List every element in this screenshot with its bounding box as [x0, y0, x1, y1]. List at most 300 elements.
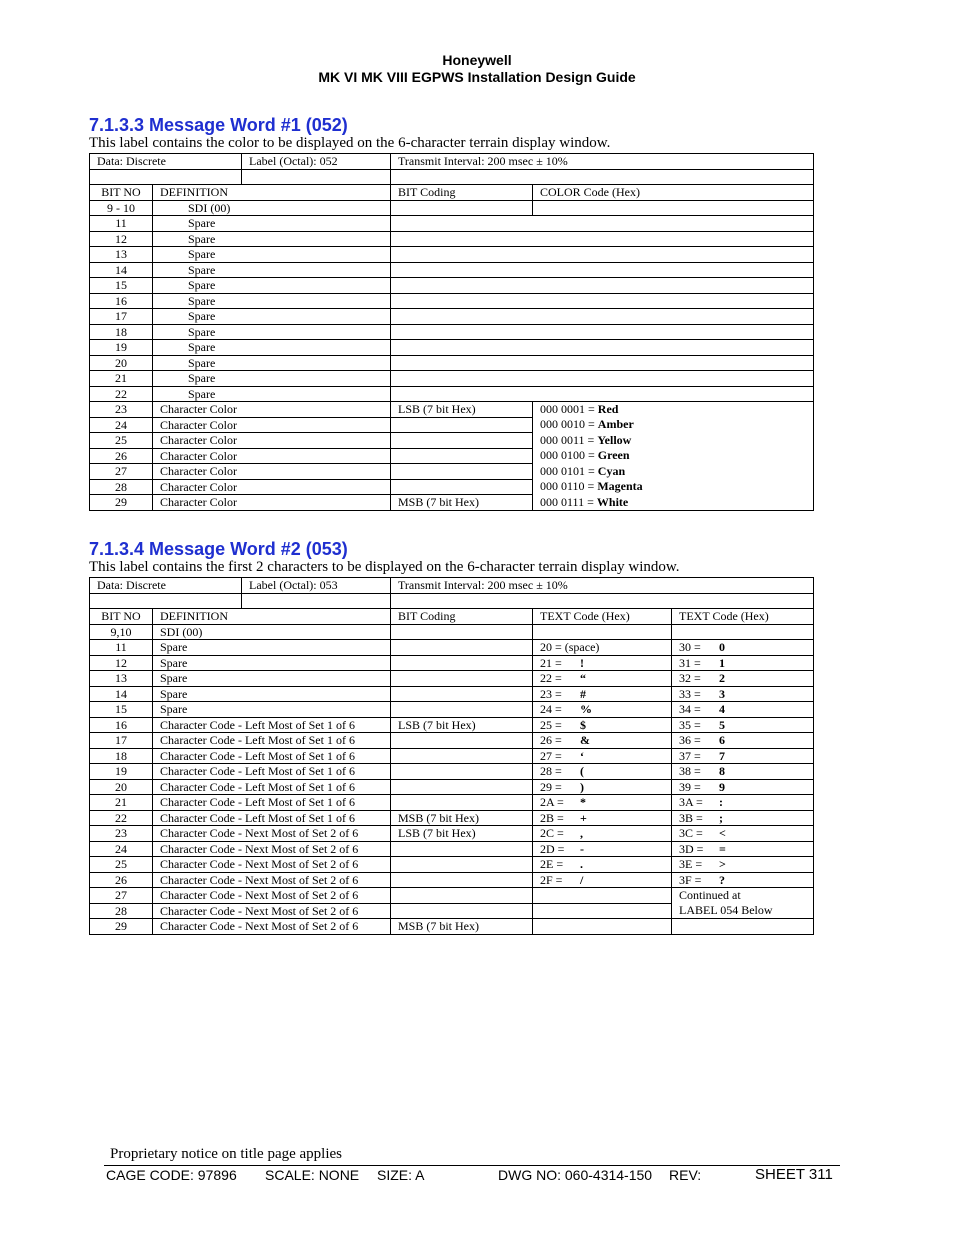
definition: Spare — [153, 262, 391, 278]
bit-coding — [391, 655, 533, 671]
table-row — [90, 748, 814, 764]
table-meta-row — [90, 154, 814, 170]
col-header-color-code: COLOR Code (Hex) — [533, 185, 814, 201]
text-code-2 — [672, 795, 814, 811]
text-code-char: ‘ — [580, 748, 584, 763]
definition: SDI (00) — [153, 200, 391, 216]
bit-number: 18 — [90, 748, 153, 764]
text-code-2 — [672, 841, 814, 857]
bit-number: 23 — [90, 402, 153, 418]
text-code-1 — [533, 655, 672, 671]
definition: Character Code - Left Most of Set 1 of 6 — [153, 795, 391, 811]
color-code — [533, 495, 814, 511]
bit-number: 13 — [90, 671, 153, 687]
color-code-hex: 000 0011 = — [540, 432, 598, 447]
text-code-hex: 3E = — [679, 857, 703, 871]
bit-coding: LSB (7 bit Hex) — [391, 402, 533, 418]
text-code-char: % — [580, 702, 592, 716]
text-code-1 — [533, 748, 672, 764]
text-code-hex: 34 = — [679, 702, 701, 716]
table-row — [90, 857, 814, 873]
scale: SCALE: NONE — [265, 1167, 360, 1183]
text-code-2 — [672, 764, 814, 780]
color-name: Cyan — [597, 463, 626, 478]
text-code-1 — [533, 671, 672, 687]
bit-coding — [391, 764, 533, 780]
text-code-hex: 20 = (space) — [540, 640, 600, 654]
sheet-number: SHEET 311 — [755, 1166, 833, 1183]
text-code-char: ! — [580, 655, 584, 670]
text-code-1 — [533, 903, 672, 919]
definition: Character Code - Left Most of Set 1 of 6 — [153, 748, 391, 764]
text-code-hex: 2E = — [540, 857, 564, 871]
text-code-1 — [533, 624, 672, 640]
definition: Spare — [153, 371, 391, 387]
company-name: Honeywell — [442, 52, 512, 68]
text-code-2 — [672, 810, 814, 826]
label-cell: Label (Octal): 053 — [242, 578, 391, 594]
text-code-char: 4 — [719, 702, 725, 716]
table-header-row — [90, 609, 814, 625]
text-code-hex: 21 = — [540, 655, 562, 670]
text-code-1 — [533, 888, 672, 904]
bit-number: 29 — [90, 919, 153, 935]
definition: Character Color — [153, 433, 391, 449]
text-code-1 — [533, 872, 672, 888]
table-row — [90, 919, 814, 935]
table-row — [90, 479, 814, 495]
bit-coding — [391, 702, 533, 718]
table-row — [90, 293, 814, 309]
revision: REV: — [669, 1167, 702, 1183]
text-code-char: = — [719, 841, 726, 856]
table-row — [90, 386, 814, 402]
text-code-2 — [672, 702, 814, 718]
bit-coding — [391, 640, 533, 656]
bit-number: 9,10 — [90, 624, 153, 640]
definition: Spare — [153, 340, 391, 356]
text-code-hex: 38 = — [679, 764, 701, 778]
text-code-char: + — [580, 810, 587, 825]
bit-coding — [391, 247, 814, 263]
bit-number: 17 — [90, 733, 153, 749]
bit-number: 23 — [90, 826, 153, 842]
definition: Character Code - Next Most of Set 2 of 6 — [153, 888, 391, 904]
text-code-char: & — [580, 733, 590, 747]
color-code-hex: 000 0010 = — [540, 417, 598, 431]
definition: Spare — [153, 702, 391, 718]
bit-number: 11 — [90, 216, 153, 232]
bit-number: 26 — [90, 872, 153, 888]
document-title: MK VI MK VIII EGPWS Installation Design Guide — [318, 69, 636, 85]
table-row — [90, 371, 814, 387]
definition: Spare — [153, 355, 391, 371]
color-code-hex: 000 0001 = — [540, 402, 598, 416]
text-code-char: 8 — [719, 764, 725, 778]
bit-coding — [391, 748, 533, 764]
bit-number: 14 — [90, 686, 153, 702]
text-code-char: 5 — [719, 717, 725, 732]
bit-number: 26 — [90, 448, 153, 464]
text-code-char: 3 — [719, 686, 725, 701]
bit-coding — [391, 309, 814, 325]
text-code-2 — [672, 872, 814, 888]
table-row — [90, 309, 814, 325]
text-code-hex: 22 = — [540, 671, 562, 685]
text-code-char: ? — [719, 872, 725, 887]
text-code-hex: 26 = — [540, 733, 562, 747]
table-row — [90, 671, 814, 687]
text-code-hex: 3A = — [679, 795, 703, 809]
definition: Character Color — [153, 417, 391, 433]
bit-coding: MSB (7 bit Hex) — [391, 495, 533, 511]
text-code-hex: 3C = — [679, 826, 703, 840]
definition: Spare — [153, 247, 391, 263]
bit-number: 29 — [90, 495, 153, 511]
table-row — [90, 888, 814, 904]
color-name: Amber — [597, 417, 634, 431]
text-code-char: “ — [580, 671, 586, 685]
bit-coding — [391, 686, 533, 702]
bit-coding: MSB (7 bit Hex) — [391, 810, 533, 826]
text-code-hex: 2D = — [540, 841, 565, 856]
data-type-cell: Data: Discrete — [90, 578, 242, 594]
text-code-hex: 2F = — [540, 872, 563, 887]
table-row — [90, 216, 814, 232]
bit-coding — [391, 355, 814, 371]
text-code-1 — [533, 779, 672, 795]
text-code-hex: 28 = — [540, 764, 562, 778]
table-row — [90, 795, 814, 811]
table-row — [90, 417, 814, 433]
definition: Character Code - Next Most of Set 2 of 6 — [153, 841, 391, 857]
color-code — [533, 402, 814, 418]
text-code-2 — [672, 748, 814, 764]
bit-number: 24 — [90, 417, 153, 433]
text-code-2 — [672, 717, 814, 733]
color-name: White — [596, 494, 629, 509]
text-code-2 — [672, 888, 814, 904]
text-code-char: . — [580, 857, 583, 871]
interval-cell: Transmit Interval: 200 msec ± 10% — [391, 154, 814, 170]
text-code-hex: 25 = — [540, 717, 562, 732]
bit-number: 11 — [90, 640, 153, 656]
color-code-hex: 000 0101 = — [540, 463, 598, 478]
bit-coding — [391, 433, 533, 449]
table-row — [90, 231, 814, 247]
color-code-hex: 000 0111 = — [540, 494, 597, 509]
bit-number: 18 — [90, 324, 153, 340]
table-row — [90, 826, 814, 842]
color-code — [533, 479, 814, 495]
definition: Spare — [153, 640, 391, 656]
text-code-hex: 29 = — [540, 779, 562, 794]
bit-number: 28 — [90, 479, 153, 495]
text-code-hex: 24 = — [540, 702, 562, 716]
interval-cell: Transmit Interval: 200 msec ± 10% — [391, 578, 814, 594]
bit-number: 22 — [90, 810, 153, 826]
color-name: Magenta — [597, 479, 643, 493]
definition: Character Code - Left Most of Set 1 of 6 — [153, 733, 391, 749]
definition: SDI (00) — [153, 624, 391, 640]
col-header-text-code-1: TEXT Code (Hex) — [533, 609, 672, 625]
text-code-hex: Continued at — [679, 888, 741, 902]
bit-coding — [391, 216, 814, 232]
text-code-hex: 2B = — [540, 810, 564, 825]
definition: Spare — [153, 686, 391, 702]
bit-number: 19 — [90, 340, 153, 356]
text-code-hex: 30 = — [679, 640, 701, 654]
bit-coding — [391, 386, 814, 402]
data-type-cell: Data: Discrete — [90, 154, 242, 170]
table-header-row — [90, 185, 814, 201]
bit-number: 20 — [90, 779, 153, 795]
col-header-definition: DEFINITION — [153, 185, 391, 201]
bit-coding — [391, 371, 814, 387]
bit-coding — [391, 903, 533, 919]
text-code-1 — [533, 764, 672, 780]
bit-number: 15 — [90, 278, 153, 294]
bit-coding — [391, 779, 533, 795]
definition: Character Color — [153, 495, 391, 511]
table-row — [90, 495, 814, 511]
definition: Character Code - Next Most of Set 2 of 6 — [153, 826, 391, 842]
text-code-1 — [533, 640, 672, 656]
table-row — [90, 810, 814, 826]
table-row — [90, 640, 814, 656]
table-row — [90, 779, 814, 795]
bit-coding — [391, 340, 814, 356]
text-code-hex: 33 = — [679, 686, 701, 701]
color-code — [533, 448, 814, 464]
bit-number: 13 — [90, 247, 153, 263]
text-code-char: < — [719, 826, 726, 840]
text-code-1 — [533, 841, 672, 857]
drawing-number: DWG NO: 060-4314-150 — [498, 1167, 653, 1183]
col-header-bit: BIT NO — [90, 609, 153, 625]
definition: Character Code - Left Most of Set 1 of 6 — [153, 764, 391, 780]
bit-number: 21 — [90, 371, 153, 387]
definition: Character Code - Left Most of Set 1 of 6 — [153, 717, 391, 733]
message-word-2-table — [89, 577, 814, 935]
bit-number: 9 - 10 — [90, 200, 153, 216]
text-code-2 — [672, 624, 814, 640]
table-row — [90, 402, 814, 418]
text-code-1 — [533, 810, 672, 826]
bit-coding — [391, 624, 533, 640]
text-code-hex: 31 = — [679, 655, 701, 670]
table-row — [90, 717, 814, 733]
definition: Spare — [153, 278, 391, 294]
color-code-hex: 000 0100 = — [540, 448, 598, 462]
table-blank-row — [90, 593, 814, 609]
bit-number: 28 — [90, 903, 153, 919]
bit-coding — [391, 417, 533, 433]
table-row — [90, 872, 814, 888]
bit-coding — [391, 795, 533, 811]
proprietary-notice: Proprietary notice on title page applies — [110, 1146, 343, 1162]
text-code-char: # — [580, 686, 586, 701]
bit-coding — [391, 231, 814, 247]
section-intro-053: This label contains the first 2 characters to be displayed on the 6-character terrain display window. — [89, 559, 680, 575]
definition: Character Code - Next Most of Set 2 of 6 — [153, 857, 391, 873]
text-code-1 — [533, 857, 672, 873]
text-code-hex: 2C = — [540, 826, 564, 840]
table-row — [90, 655, 814, 671]
definition: Character Color — [153, 479, 391, 495]
color-code-hex: 000 0110 = — [540, 479, 598, 493]
definition: Character Code - Next Most of Set 2 of 6 — [153, 872, 391, 888]
text-code-char: : — [719, 795, 723, 809]
definition: Spare — [153, 309, 391, 325]
text-code-1 — [533, 795, 672, 811]
bit-coding: LSB (7 bit Hex) — [391, 826, 533, 842]
table-meta-row — [90, 578, 814, 594]
bit-number: 16 — [90, 293, 153, 309]
text-code-char: 1 — [719, 655, 725, 670]
table-row — [90, 464, 814, 480]
text-code-char: 7 — [719, 748, 725, 763]
table-row — [90, 200, 814, 216]
definition: Spare — [153, 216, 391, 232]
bit-coding — [391, 262, 814, 278]
table-row — [90, 624, 814, 640]
text-code-2 — [672, 640, 814, 656]
bit-number: 21 — [90, 795, 153, 811]
text-code-2 — [672, 655, 814, 671]
definition: Spare — [153, 231, 391, 247]
label-cell: Label (Octal): 052 — [242, 154, 391, 170]
bit-coding — [391, 888, 533, 904]
text-code-hex: 23 = — [540, 686, 562, 701]
bit-coding — [391, 448, 533, 464]
color-name: Red — [597, 402, 619, 416]
text-code-2 — [672, 686, 814, 702]
table-row — [90, 355, 814, 371]
bit-number: 14 — [90, 262, 153, 278]
color-code — [533, 200, 814, 216]
bit-coding — [391, 479, 533, 495]
text-code-char: * — [580, 795, 586, 809]
bit-coding — [391, 841, 533, 857]
definition: Character Code - Next Most of Set 2 of 6 — [153, 903, 391, 919]
color-name: Yellow — [597, 432, 632, 447]
text-code-2 — [672, 903, 814, 919]
table-row — [90, 262, 814, 278]
col-header-definition: DEFINITION — [153, 609, 391, 625]
text-code-2 — [672, 826, 814, 842]
bit-coding — [391, 293, 814, 309]
color-name: Green — [597, 448, 630, 462]
text-code-hex: 35 = — [679, 717, 701, 732]
bit-coding — [391, 857, 533, 873]
text-code-char: ) — [580, 779, 584, 794]
bit-number: 27 — [90, 888, 153, 904]
text-code-hex: 37 = — [679, 748, 701, 763]
table-row — [90, 340, 814, 356]
bit-number: 17 — [90, 309, 153, 325]
bit-coding: MSB (7 bit Hex) — [391, 919, 533, 935]
text-code-hex: 3D = — [679, 841, 704, 856]
text-code-hex: 39 = — [679, 779, 701, 794]
table-row — [90, 686, 814, 702]
text-code-char: 0 — [719, 640, 725, 654]
bit-coding: LSB (7 bit Hex) — [391, 717, 533, 733]
table-blank-row — [90, 169, 814, 185]
bit-number: 19 — [90, 764, 153, 780]
bit-coding — [391, 733, 533, 749]
text-code-char: , — [580, 826, 583, 840]
table-row — [90, 764, 814, 780]
text-code-2 — [672, 919, 814, 935]
text-code-char: ( — [580, 764, 584, 778]
footer-divider — [104, 1165, 840, 1166]
text-code-1 — [533, 733, 672, 749]
color-code — [533, 417, 814, 433]
color-code — [533, 464, 814, 480]
bit-number: 25 — [90, 857, 153, 873]
text-code-char: 9 — [719, 779, 725, 794]
text-code-2 — [672, 671, 814, 687]
text-code-hex: 3B = — [679, 810, 703, 825]
text-code-char: $ — [580, 717, 586, 732]
text-code-char: 6 — [719, 733, 725, 747]
bit-coding — [391, 872, 533, 888]
definition: Character Code - Next Most of Set 2 of 6 — [153, 919, 391, 935]
col-header-bit-coding: BIT Coding — [391, 609, 533, 625]
section-title-052: 7.1.3.3 Message Word #1 (052) — [89, 115, 348, 135]
bit-coding — [391, 278, 814, 294]
text-code-1 — [533, 919, 672, 935]
bit-number: 27 — [90, 464, 153, 480]
text-code-char: 2 — [719, 671, 725, 685]
bit-number: 24 — [90, 841, 153, 857]
bit-number: 16 — [90, 717, 153, 733]
table-row — [90, 448, 814, 464]
text-code-hex: 27 = — [540, 748, 562, 763]
bit-number: 12 — [90, 655, 153, 671]
definition: Character Code - Left Most of Set 1 of 6 — [153, 810, 391, 826]
table-row — [90, 433, 814, 449]
col-header-text-code-2: TEXT Code (Hex) — [672, 609, 814, 625]
bit-number: 20 — [90, 355, 153, 371]
definition: Spare — [153, 324, 391, 340]
message-word-1-table — [89, 153, 814, 511]
size: SIZE: A — [377, 1167, 425, 1183]
col-header-bit-coding: BIT Coding — [391, 185, 533, 201]
text-code-hex: 3F = — [679, 872, 702, 887]
definition: Character Code - Left Most of Set 1 of 6 — [153, 779, 391, 795]
text-code-1 — [533, 702, 672, 718]
bit-coding — [391, 671, 533, 687]
table-row — [90, 903, 814, 919]
text-code-hex: 36 = — [679, 733, 701, 747]
table-row — [90, 278, 814, 294]
bit-coding — [391, 324, 814, 340]
section-intro-052: This label contains the color to be displayed on the 6-character terrain display window. — [89, 135, 611, 151]
text-code-hex: LABEL 054 Below — [679, 903, 773, 917]
col-header-bit: BIT NO — [90, 185, 153, 201]
text-code-char: - — [580, 841, 584, 856]
text-code-hex: 32 = — [679, 671, 701, 685]
bit-number: 22 — [90, 386, 153, 402]
text-code-char: > — [719, 857, 726, 871]
definition: Character Color — [153, 448, 391, 464]
definition: Spare — [153, 655, 391, 671]
text-code-1 — [533, 686, 672, 702]
section-title-053: 7.1.3.4 Message Word #2 (053) — [89, 539, 348, 559]
text-code-2 — [672, 733, 814, 749]
